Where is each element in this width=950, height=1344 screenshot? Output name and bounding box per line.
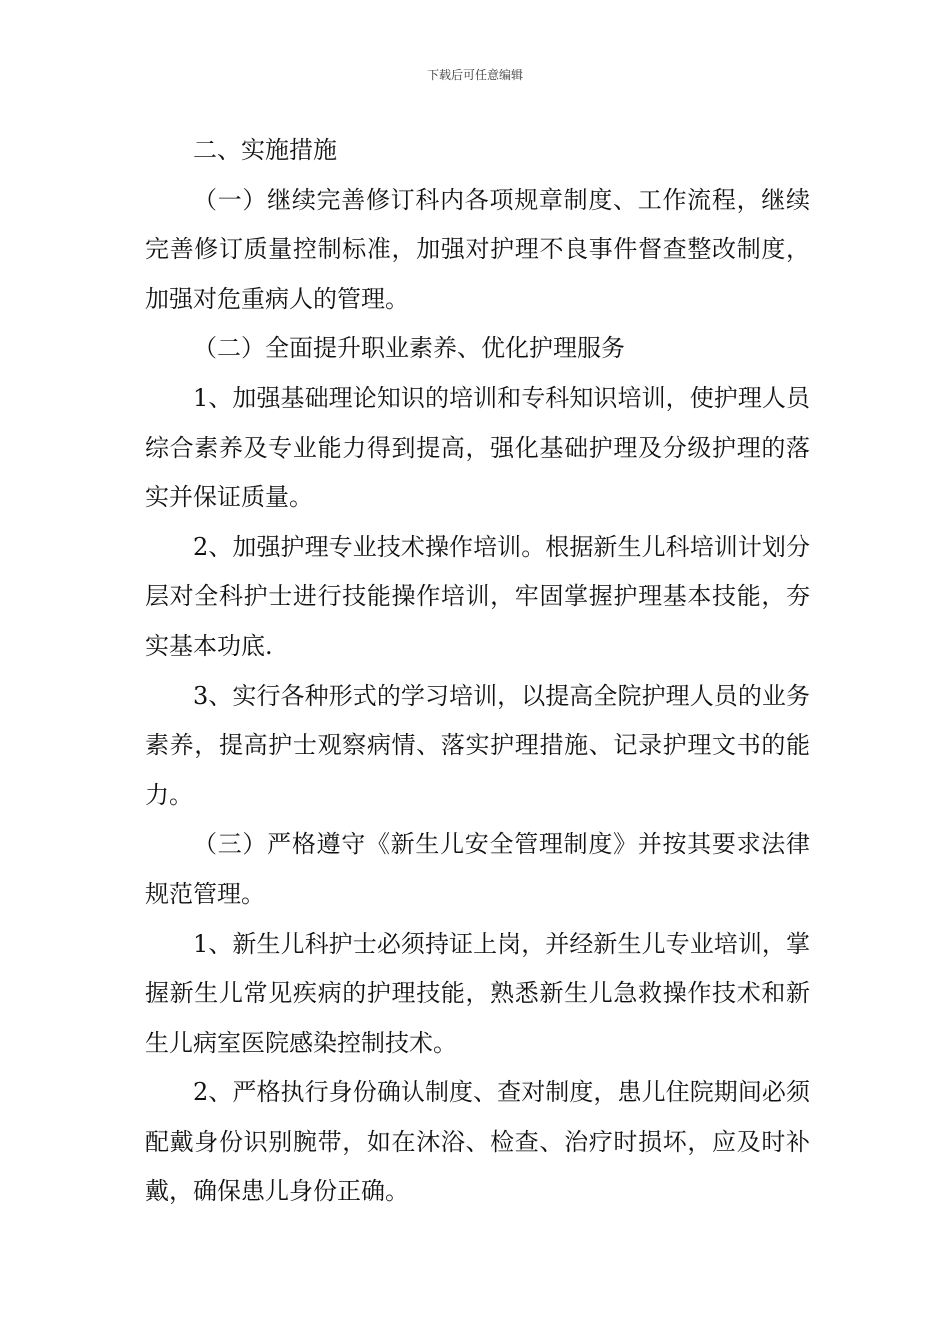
paragraph: 3、实行各种形式的学习培训，以提高全院护理人员的业务素养，提高护士观察病情、落实护理措施、记录护理文书的能力。 — [145, 681, 810, 809]
subsection-heading: （二）全面提升职业素养、优化护理服务 — [193, 334, 625, 363]
subsection-heading: （三）严格遵守《新生儿安全管理制度》并按其要求法律规范管理。 — [145, 830, 810, 908]
document-body — [145, 126, 810, 1217]
page-header: 下载后可任意编辑 — [426, 68, 523, 82]
paragraph: 1、加强基础理论知识的培训和专科知识培训，使护理人员综合素养及专业能力得到提高，强化基础护理及分级护理的落实并保证质量。 — [145, 383, 810, 512]
paragraph: 2、加强护理专业技术操作培训。根据新生儿科培训计划分层对全科护士进行技能操作培训，牢固掌握护理基本技能，夯实基本功底. — [145, 532, 810, 660]
paragraph: 2、严格执行身份确认制度、查对制度，患儿住院期间必须配戴身份识别腕带，如在沐浴、检查、治疗时损坏，应及时补戴，确保患儿身份正确。 — [145, 1078, 810, 1206]
paragraph: 1、新生儿科护士必须持证上岗，并经新生儿专业培训，掌握新生儿常见疾病的护理技能，熟悉新生儿急救操作技术和新生儿病室医院感染控制技术。 — [145, 929, 810, 1057]
paragraph: （一）继续完善修订科内各项规章制度、工作流程，继续完善修订质量控制标准，加强对护理不良事件督查整改制度，加强对危重病人的管理。 — [145, 185, 810, 313]
section-heading: 二、实施措施 — [193, 136, 337, 164]
